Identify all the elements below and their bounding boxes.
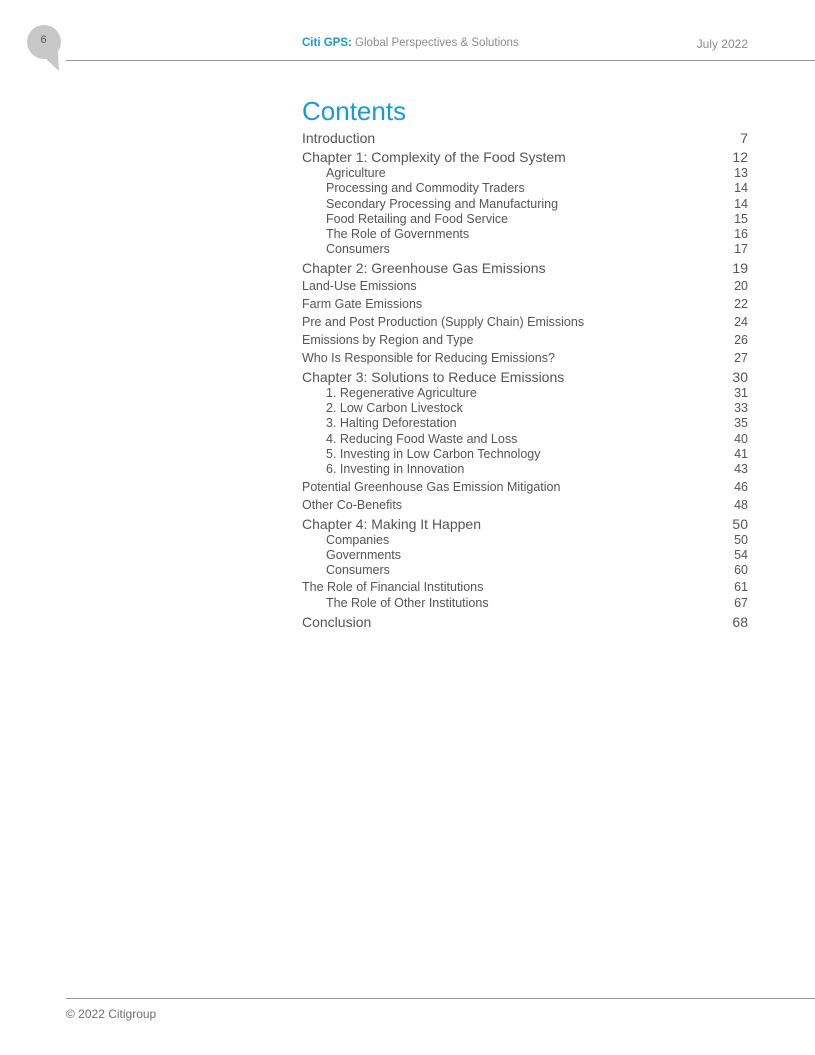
toc-entry[interactable] bbox=[302, 578, 748, 596]
toc-entry-page: 12 bbox=[732, 149, 748, 165]
toc-entry[interactable] bbox=[302, 331, 748, 349]
toc-entry-label: Companies bbox=[326, 532, 390, 547]
toc-entry-label: Consumers bbox=[326, 563, 390, 578]
toc-entry-page: 14 bbox=[734, 196, 748, 211]
toc-entry[interactable] bbox=[302, 386, 748, 401]
toc-entry-page: 67 bbox=[734, 596, 748, 611]
toc-entry-label: 1. Regenerative Agriculture bbox=[326, 385, 477, 400]
toc-entry-page: 15 bbox=[734, 211, 748, 226]
contents-title: Contents bbox=[302, 96, 407, 126]
page-number-badge bbox=[27, 25, 63, 61]
toc-entry-page: 19 bbox=[732, 259, 748, 276]
toc-entry-page: 68 bbox=[732, 613, 748, 630]
toc-entry-page: 13 bbox=[734, 166, 748, 180]
toc-entry-page: 17 bbox=[734, 242, 748, 257]
toc-entry[interactable] bbox=[302, 367, 748, 386]
toc-entry-label: Potential Greenhouse Gas Emission Mitigation bbox=[302, 479, 561, 494]
toc-entry[interactable] bbox=[302, 147, 748, 166]
toc-entry[interactable] bbox=[302, 277, 748, 295]
page-number: 6 bbox=[40, 34, 47, 46]
toc-entry[interactable] bbox=[302, 227, 748, 242]
toc-entry[interactable] bbox=[302, 166, 748, 181]
toc-entry[interactable] bbox=[302, 533, 748, 548]
toc-entry-label: Emissions by Region and Type bbox=[302, 332, 474, 347]
toc-entry-page: 43 bbox=[734, 462, 748, 477]
toc-entry-page: 35 bbox=[734, 416, 748, 431]
table-of-contents bbox=[302, 128, 748, 631]
header-divider bbox=[66, 60, 815, 61]
toc-entry-page: 54 bbox=[734, 547, 748, 562]
toc-entry[interactable] bbox=[302, 313, 748, 331]
toc-entry[interactable] bbox=[302, 447, 748, 462]
toc-entry-label: Other Co-Benefits bbox=[302, 497, 403, 512]
toc-entry[interactable] bbox=[302, 432, 748, 447]
toc-entry[interactable] bbox=[302, 349, 748, 367]
toc-entry-label: The Role of Other Institutions bbox=[326, 596, 489, 611]
footer-divider bbox=[66, 998, 815, 999]
toc-entry[interactable] bbox=[302, 596, 748, 611]
toc-entry-label: Chapter 4: Making It Happen bbox=[302, 515, 481, 532]
page-badge-shape bbox=[27, 25, 63, 71]
toc-entry[interactable] bbox=[302, 212, 748, 227]
copyright-notice: © 2022 Citigroup bbox=[66, 1007, 157, 1021]
toc-entry-page: 24 bbox=[734, 314, 748, 329]
toc-entry-label: Chapter 2: Greenhouse Gas Emissions bbox=[302, 259, 546, 276]
toc-entry-label: Food Retailing and Food Service bbox=[326, 211, 509, 226]
toc-entry-page: 40 bbox=[734, 431, 748, 446]
toc-entry-label: 5. Investing in Low Carbon Technology bbox=[326, 446, 541, 461]
toc-entry-label: Pre and Post Production (Supply Chain) Emissions bbox=[302, 314, 585, 329]
toc-entry-label: Secondary Processing and Manufacturing bbox=[326, 196, 559, 211]
toc-entry-page: 60 bbox=[734, 563, 748, 578]
toc-entry-page: 20 bbox=[734, 278, 748, 293]
toc-entry-page: 61 bbox=[734, 580, 748, 595]
toc-entry-page: 7 bbox=[740, 130, 748, 146]
toc-entry-label: Conclusion bbox=[302, 613, 372, 630]
toc-entry-page: 22 bbox=[734, 296, 748, 311]
toc-entry-label: 2. Low Carbon Livestock bbox=[326, 401, 463, 416]
toc-entry-page: 30 bbox=[732, 368, 748, 385]
toc-entry-label: The Role of Financial Institutions bbox=[302, 580, 484, 595]
toc-entry-label: 4. Reducing Food Waste and Loss bbox=[326, 431, 518, 446]
toc-entry[interactable] bbox=[302, 258, 748, 277]
brand-name: Citi GPS: bbox=[302, 37, 352, 49]
toc-entry-label: Farm Gate Emissions bbox=[302, 296, 423, 311]
toc-entry-label: Governments bbox=[326, 547, 402, 562]
toc-entry-page: 46 bbox=[734, 479, 748, 494]
toc-entry-page: 16 bbox=[734, 227, 748, 242]
toc-entry-label: Land-Use Emissions bbox=[302, 278, 417, 293]
header-date: July 2022 bbox=[696, 37, 748, 51]
toc-entry[interactable] bbox=[302, 181, 748, 196]
toc-entry-page: 41 bbox=[734, 446, 748, 461]
toc-entry-page: 50 bbox=[734, 532, 748, 547]
toc-entry[interactable] bbox=[302, 612, 748, 631]
running-header bbox=[302, 37, 519, 49]
toc-entry[interactable] bbox=[302, 478, 748, 496]
toc-entry-page: 50 bbox=[732, 515, 748, 532]
toc-entry[interactable] bbox=[302, 514, 748, 533]
toc-entry[interactable] bbox=[302, 496, 748, 514]
toc-entry[interactable] bbox=[302, 401, 748, 416]
toc-entry-page: 31 bbox=[734, 385, 748, 400]
toc-entry-label: 6. Investing in Innovation bbox=[326, 462, 465, 477]
toc-entry[interactable] bbox=[302, 128, 748, 147]
toc-entry[interactable] bbox=[302, 416, 748, 431]
toc-entry-label: Who Is Responsible for Reducing Emissions? bbox=[302, 350, 555, 365]
toc-entry-label: Consumers bbox=[326, 242, 390, 257]
toc-entry[interactable] bbox=[302, 242, 748, 257]
toc-entry-page: 33 bbox=[734, 401, 748, 416]
toc-entry-page: 48 bbox=[734, 497, 748, 512]
toc-entry-label: Chapter 3: Solutions to Reduce Emissions bbox=[302, 368, 565, 385]
toc-entry[interactable] bbox=[302, 295, 748, 313]
toc-entry[interactable] bbox=[302, 563, 748, 578]
toc-entry[interactable] bbox=[302, 548, 748, 563]
toc-entry[interactable] bbox=[302, 197, 748, 212]
toc-entry-page: 26 bbox=[734, 332, 748, 347]
series-subtitle: Global Perspectives & Solutions bbox=[355, 37, 519, 49]
toc-entry-label: 3. Halting Deforestation bbox=[326, 416, 457, 431]
toc-entry-label: The Role of Governments bbox=[326, 227, 470, 242]
toc-entry-label: Chapter 1: Complexity of the Food System bbox=[302, 149, 566, 165]
toc-entry-page: 27 bbox=[734, 350, 748, 365]
toc-entry-label: Agriculture bbox=[326, 166, 386, 180]
toc-entry-label: Introduction bbox=[302, 130, 376, 146]
toc-entry-label: Processing and Commodity Traders bbox=[326, 181, 525, 196]
toc-entry[interactable] bbox=[302, 462, 748, 477]
toc-entry-page: 14 bbox=[734, 181, 748, 196]
